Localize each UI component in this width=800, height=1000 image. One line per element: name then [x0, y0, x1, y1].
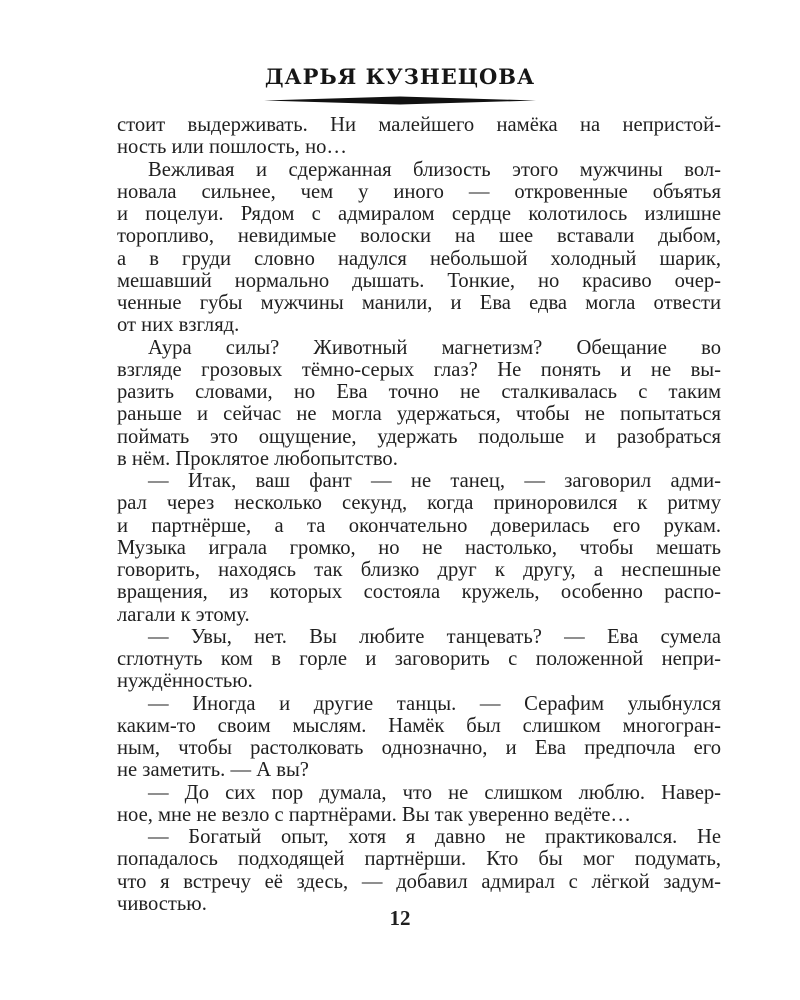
text-line: каким-то своим мыслям. Намёк был слишком многогран-: [117, 714, 721, 737]
text-line: вращения, из которых состояла кружель, особенно распо-: [117, 581, 721, 604]
header-rule-shape: [264, 97, 536, 105]
text-line: нуждённостью.: [117, 670, 253, 693]
page-number: 12: [389, 906, 411, 930]
text-line: и партнёрше, а та окончательно доверилась его рукам.: [117, 514, 721, 537]
text-line: что я встречу её здесь, — добавил адмирал с лёгкой задум-: [117, 870, 721, 893]
text-line: — До сих пор думала, что не слишком люблю. Навер-: [148, 781, 721, 804]
text-line: говорить, находясь так близко друг к другу, а неспешные: [117, 559, 721, 581]
text-line: торопливо, невидимые волоски на шее вставали дыбом,: [117, 225, 721, 248]
text-line: Музыка играла громко, но не настолько, чтобы мешать: [117, 536, 721, 559]
text-line: стоит выдерживать. Ни малейшего намёка на непристой-: [117, 114, 721, 136]
text-line: ное, мне не везло с партнёрами. Вы так уверенно ведёте…: [117, 803, 631, 826]
text-line: ность или пошлость, но…: [117, 136, 347, 159]
header-rule: [264, 96, 536, 105]
text-line: Аура силы? Животный магнетизм? Обещание во: [148, 336, 721, 359]
text-line: и поцелуи. Рядом с адмиралом сердце колотилось излишне: [117, 203, 721, 225]
running-header: [0, 62, 800, 106]
text-line: разить словами, но Ева точно не сталкивалась с таким: [117, 381, 721, 403]
text-line: — Иногда и другие танцы. — Серафим улыбнулся: [148, 692, 721, 715]
author-name: ДАРЬЯ КУЗНЕЦОВА: [264, 64, 536, 89]
text-line: мешавший нормально дышать. Тонкие, но красиво очер-: [117, 269, 721, 292]
text-line: Вежливая и сдержанная близость этого мужчины вол-: [148, 158, 721, 181]
text-line: ченные губы мужчины манили, и Ева едва могла отвести: [117, 292, 721, 314]
text-line: а в груди словно надулся небольшой холодный шарик,: [117, 247, 721, 270]
text-line: лагали к этому.: [117, 603, 250, 626]
text-line: раньше и сейчас не могла удержаться, чтобы не попытаться: [117, 403, 721, 426]
text-line: поймать это ощущение, удержать подольше и разобраться: [117, 425, 721, 448]
text-line: рал через несколько секунд, когда приноровился к ритму: [117, 492, 721, 515]
text-line: — Итак, ваш фант — не танец, — заговорил адми-: [148, 470, 721, 492]
text-line: чивостью.: [117, 892, 207, 915]
text-line: взгляде грозовых тёмно-серых глаз? Не понять и не вы-: [117, 358, 721, 381]
text-line: ным, чтобы растолковать однозначно, и Ева предпочла его: [117, 737, 721, 759]
text-line: от них взгляд.: [117, 314, 240, 337]
text-line: — Богатый опыт, хотя я давно не практиковался. Не: [148, 826, 721, 848]
text-line: сглотнуть ком в горле и заговорить с положенной непри-: [117, 648, 721, 670]
text-line: попадалось подходящей партнёрши. Кто бы мог подумать,: [117, 848, 721, 871]
text-line: не заметить. — А вы?: [117, 759, 309, 782]
text-line: новала сильнее, чем у иного — откровенные объятья: [117, 180, 721, 203]
text-line: — Увы, нет. Вы любите танцевать? — Ева сумела: [148, 625, 721, 648]
text-line: в нём. Проклятое любопытство.: [117, 447, 398, 470]
body-text: [117, 114, 721, 915]
